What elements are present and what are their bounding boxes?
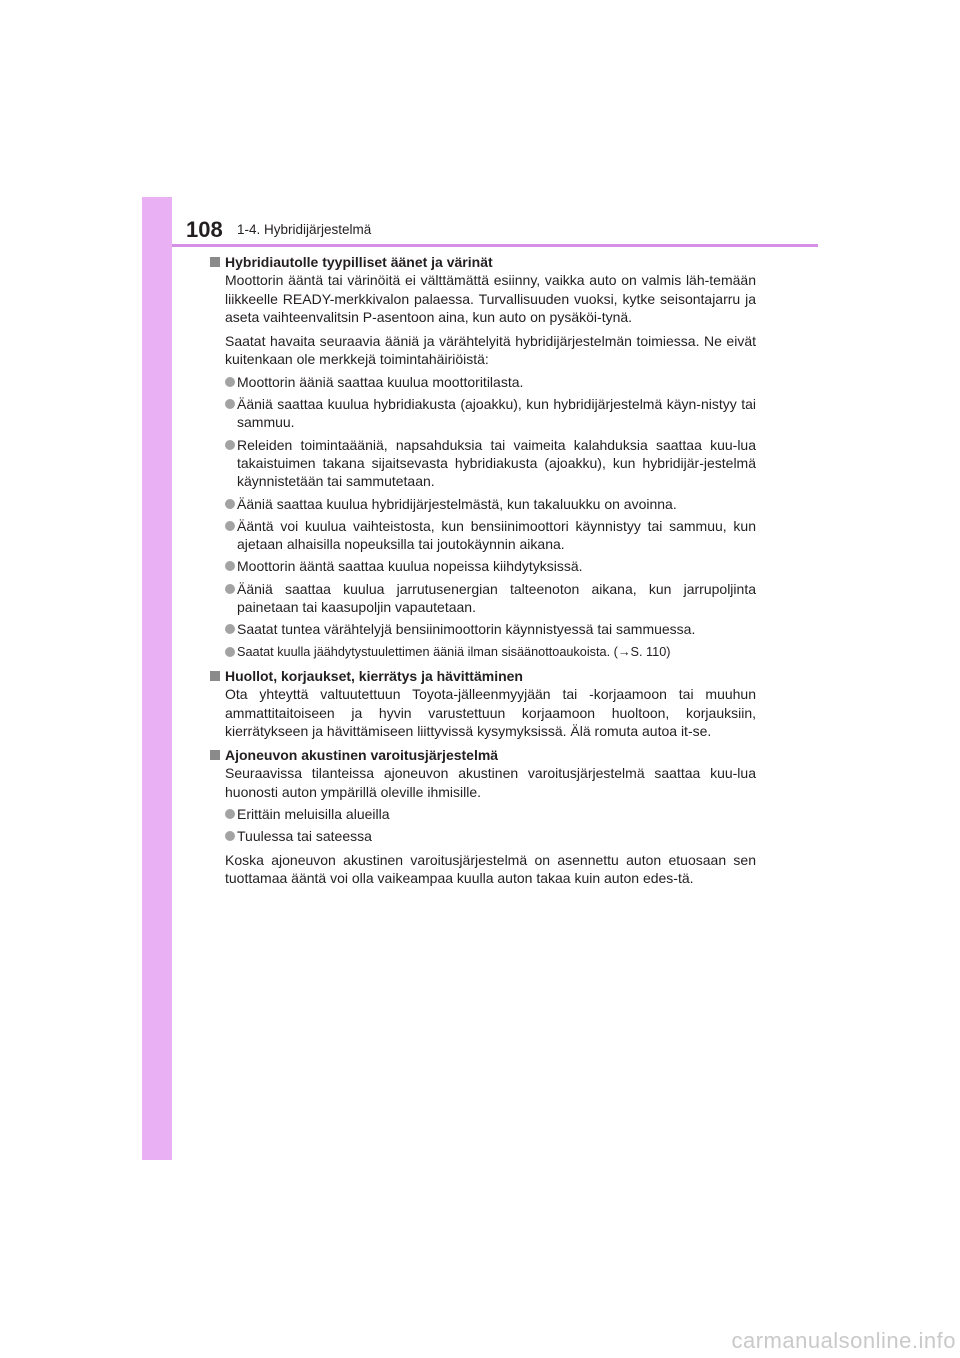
list-item <box>225 373 756 391</box>
heading-text: Huollot, korjaukset, kierrätys ja hävittäminen <box>225 667 523 684</box>
square-bullet-icon <box>210 257 220 267</box>
section-title: 1-4. Hybridijärjestelmä <box>237 222 372 237</box>
circle-bullet-icon <box>225 584 235 594</box>
circle-bullet-icon <box>225 624 235 634</box>
page-content <box>210 253 756 887</box>
list-item-text: Tuulessa tai sateessa <box>237 828 372 845</box>
list-item <box>225 557 756 575</box>
list-item-text: Ääniä saattaa kuulua hybridiakusta (ajoakku), kun hybridijärjestelmä käyn-nistyy tai sammuu. <box>237 396 756 431</box>
list-item <box>225 805 756 823</box>
header-divider <box>172 244 818 247</box>
paragraph: Seuraavissa tilanteissa ajoneuvon akustinen varoitusjärjestelmä saattaa kuu-lua huonosti auton ympärillä oleville ihmisille. <box>225 765 756 800</box>
list-item-text: Moottorin ääniä saattaa kuulua moottoritilasta. <box>237 373 524 390</box>
list-item <box>225 580 756 617</box>
heading-text: Hybridiautolle tyypilliset äänet ja värinät <box>225 254 493 270</box>
circle-bullet-icon <box>225 521 235 531</box>
circle-bullet-icon <box>225 647 235 657</box>
paragraph: Ota yhteyttä valtuutettuun Toyota-jälleenmyyjään tai -korjaamoon tai muuhun ammattitaitoiseen ja hyvin varustettuun korjaamoon huoltoon, korjauksiin, kierrätykseen ja hävittämiseen liittyvissä kysymyksissä. Älä romuta autoa it-se. <box>225 686 756 739</box>
paragraph: Koska ajoneuvon akustinen varoitusjärjestelmä on asennettu auton etuosaan sen tuottamaa ääntä voi olla vaikeampaa kuulla auton takaa kuin auton edes-tä. <box>225 851 756 886</box>
list-item <box>225 395 756 432</box>
circle-bullet-icon <box>225 499 235 509</box>
list-item-text: Ääniä saattaa kuulua jarrutusenergian talteenoton aikana, kun jarrupoljinta painetaan tai kaasupoljin vapautetaan. <box>237 580 756 616</box>
section-heading <box>210 746 756 764</box>
section-heading <box>210 253 756 271</box>
paragraph: Saatat havaita seuraavia ääniä ja värähtelyitä hybridijärjestelmän toimiessa. Ne eivät kuitenkaan ole merkkejä toimintahäiriöistä: <box>225 333 756 368</box>
list-item <box>225 643 756 661</box>
list-item <box>225 436 756 491</box>
list-item-text: Ääntä voi kuulua vaihteistosta, kun bensiinimoottori käynnistyy tai sammuu, kun ajetaan alhaisilla nopeuksilla tai joutokäynnin aikana. <box>237 517 756 553</box>
square-bullet-icon <box>210 750 220 760</box>
list-item-text: Releiden toimintaääniä, napsahduksia tai vaimeita kalahduksia saattaa kuu-lua takaistuimen takana sijaitsevasta hybridiakusta (ajoakku), kun hybridijär-jestelmä käynnistetään tai sammutetaan. <box>237 436 756 490</box>
list-item <box>225 517 756 554</box>
watermark: carmanualsonline.info <box>731 1328 956 1353</box>
list-item <box>225 620 756 638</box>
list-item-text: Ääniä saattaa kuulua hybridijärjestelmästä, kun takaluukku on avoinna. <box>237 495 677 512</box>
circle-bullet-icon <box>225 399 235 409</box>
list-item <box>225 827 756 845</box>
circle-bullet-icon <box>225 377 235 387</box>
list-item-text: Erittäin meluisilla alueilla <box>237 806 390 823</box>
list-item <box>225 495 756 513</box>
circle-bullet-icon <box>225 809 235 819</box>
list-item-text: Saatat tuntea värähtelyjä bensiinimoottorin käynnistyessä tai sammuessa. <box>237 621 696 638</box>
circle-bullet-icon <box>225 440 235 450</box>
heading-text: Ajoneuvon akustinen varoitusjärjestelmä <box>225 747 499 764</box>
list-item-text: Saatat kuulla jäähdytystuulettimen ääniä ilman sisäänottoaukoista. (→S. 110) <box>237 644 671 659</box>
page-number: 108 <box>186 217 223 242</box>
square-bullet-icon <box>210 671 220 681</box>
paragraph: Moottorin ääntä tai värinöitä ei välttämättä esiinny, vaikka auto on valmis läh-temään liikkeelle READY-merkkivalon palaessa. Turvallisuuden vuoksi, kytke seisontajarru ja aseta vaihteenvalitsin P-asentoon aina, kun auto on pysäköi-tynä. <box>225 272 756 325</box>
list-item-text: Moottorin ääntä saattaa kuulua nopeissa kiihdytyksissä. <box>237 558 583 575</box>
circle-bullet-icon <box>225 561 235 571</box>
section-heading <box>210 667 756 685</box>
chapter-sidebar-tab <box>142 197 172 1160</box>
circle-bullet-icon <box>225 831 235 841</box>
